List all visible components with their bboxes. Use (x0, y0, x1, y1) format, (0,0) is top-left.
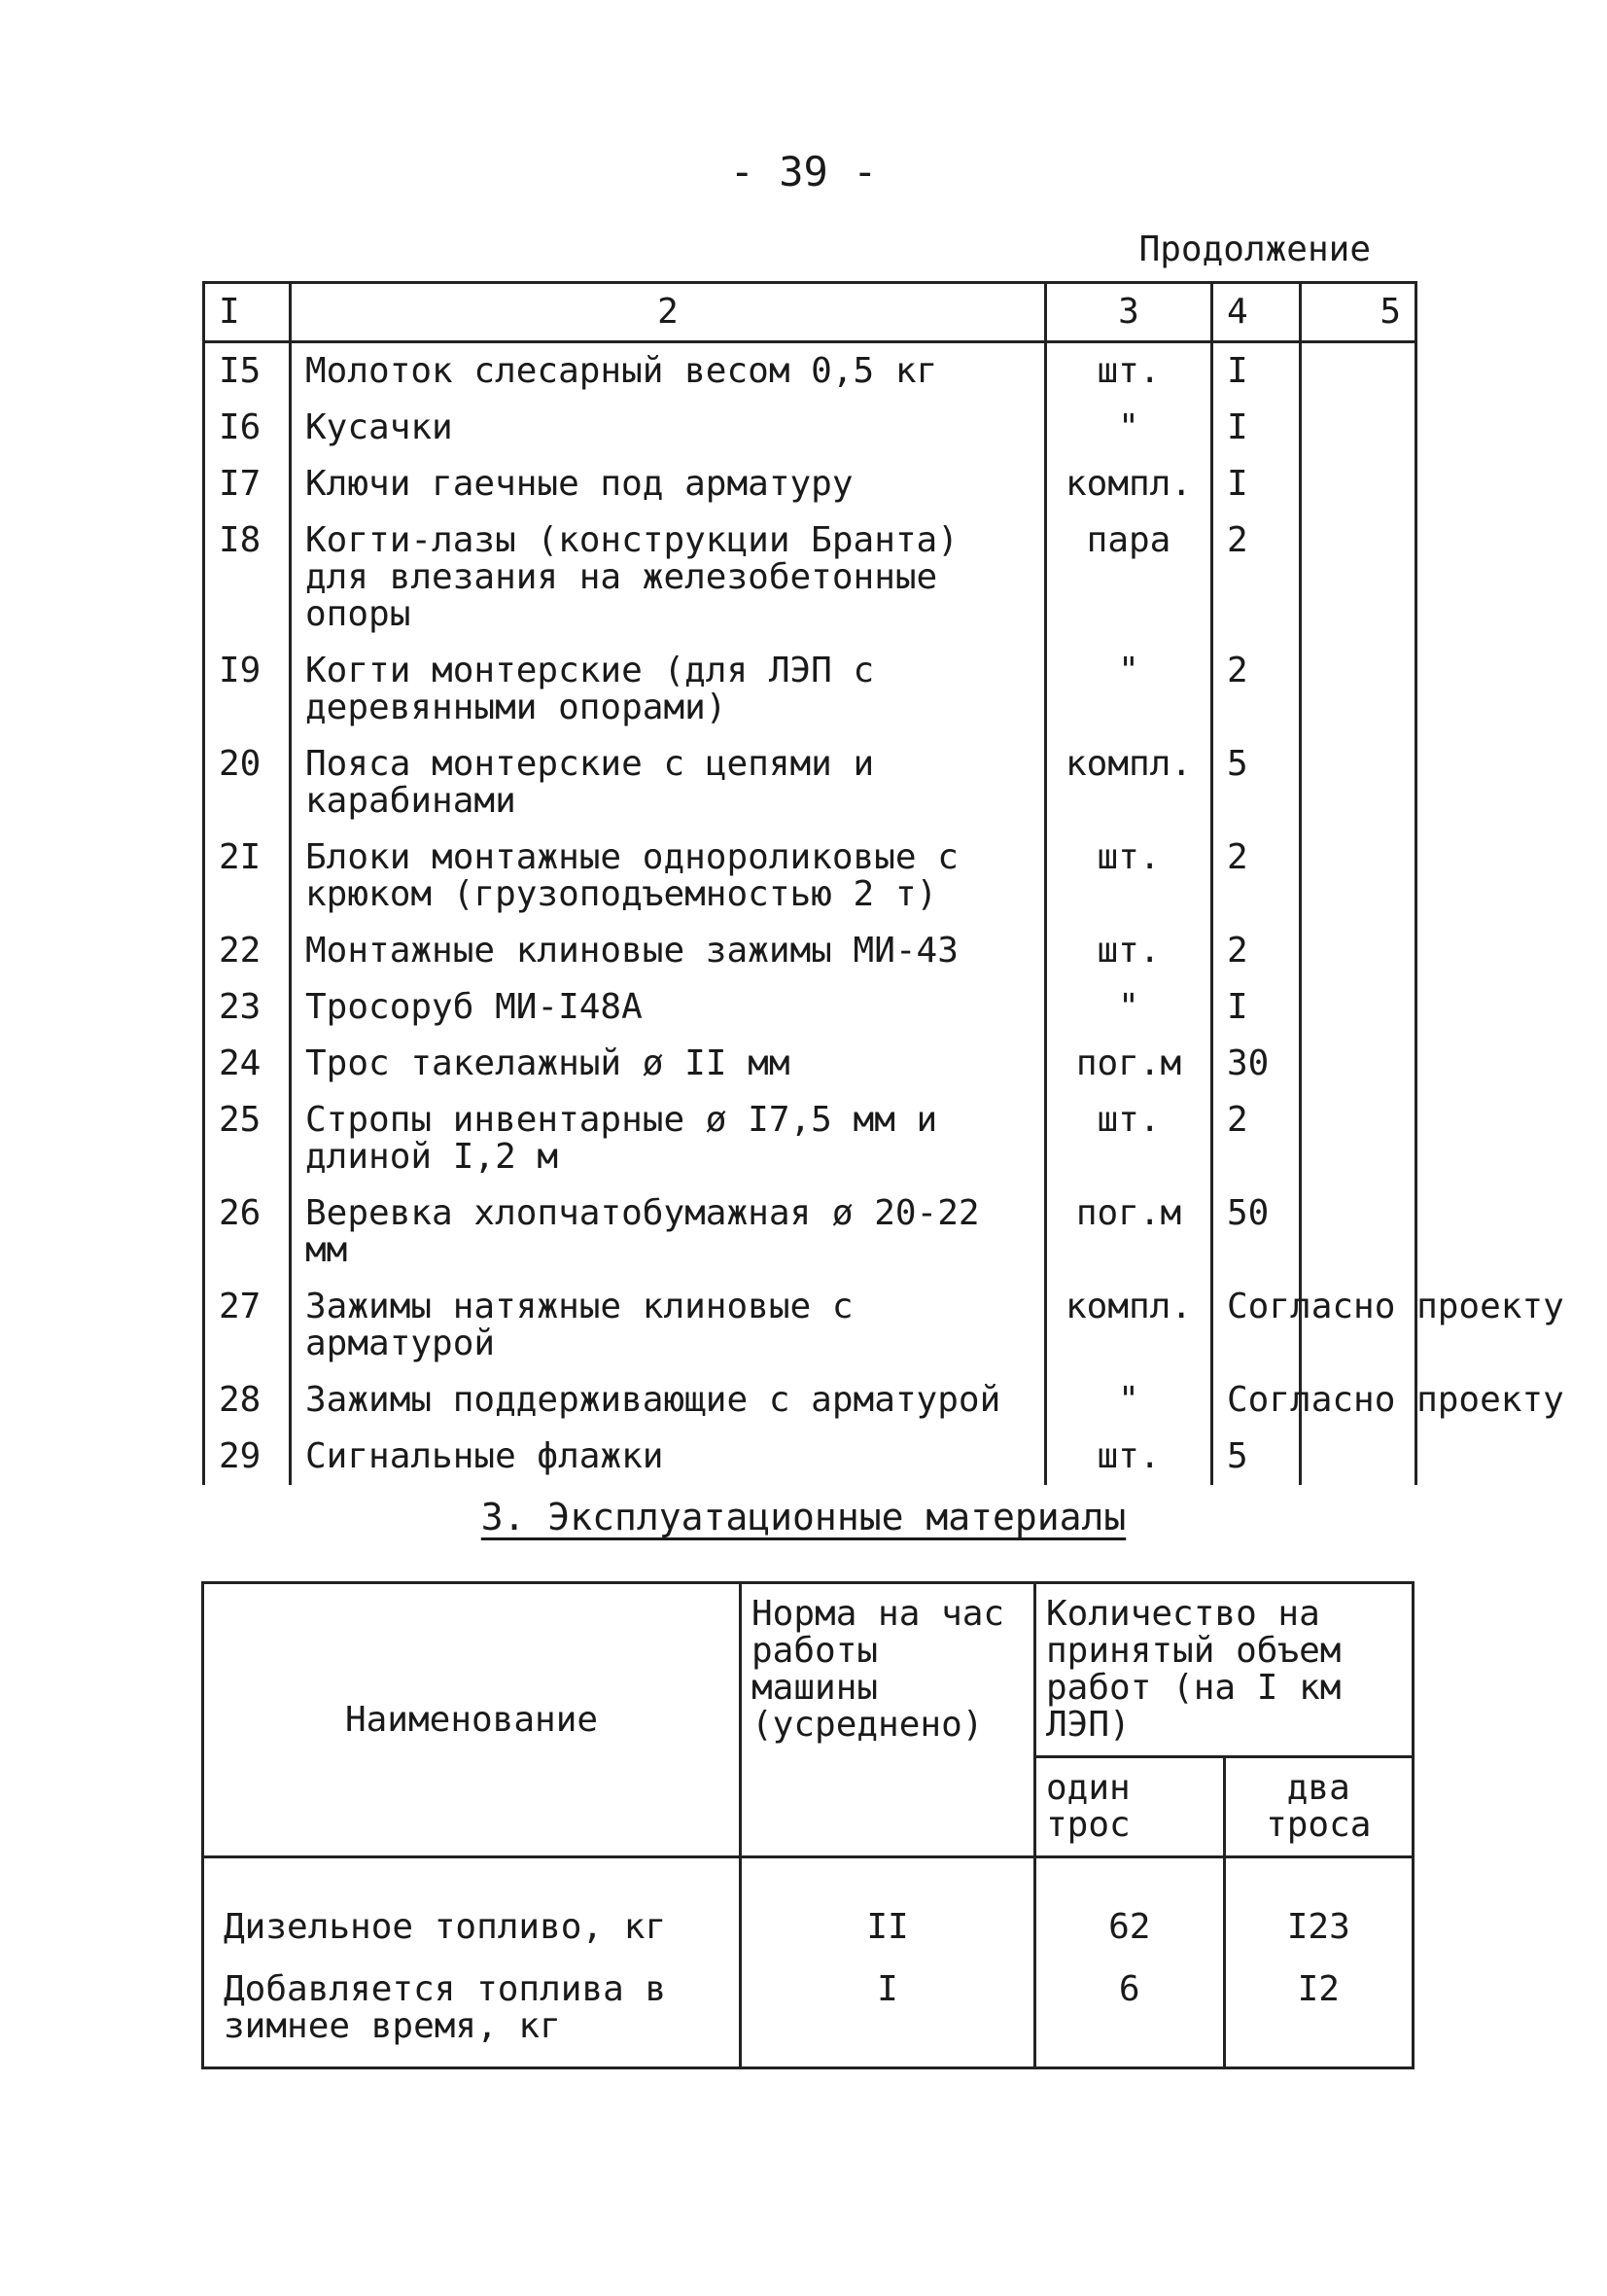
row-number: I7 (204, 456, 291, 512)
item-name: Когти монтерские (для ЛЭП с деревянными опорами) (291, 643, 1046, 736)
table-row (204, 643, 1416, 736)
item-unit: " (1046, 979, 1212, 1036)
table-row (204, 979, 1416, 1036)
item-note (1301, 400, 1416, 456)
item-quantity: Согласно проекту (1212, 1372, 1301, 1429)
item-quantity: Согласно проекту (1212, 1279, 1301, 1372)
row-number: 2I (204, 830, 291, 923)
header-col-3: 3 (1046, 283, 1212, 342)
item-name: Блоки монтажные однороликовые с крюком (грузоподъемностью 2 т) (291, 830, 1046, 923)
item-note (1301, 643, 1416, 736)
item-name: Молоток слесарный весом 0,5 кг (291, 342, 1046, 401)
item-name: Веревка хлопчатобумажная ø 20-22 мм (291, 1185, 1046, 1279)
item-quantity: 2 (1212, 923, 1301, 979)
item-quantity: 30 (1212, 1036, 1301, 1092)
section-title-text: 3. Эксплуатационные материалы (480, 1496, 1127, 1538)
header-col-5: 5 (1301, 283, 1416, 342)
item-name: Когти-лазы (конструкции Бранта) для влезания на железобетонные опоры (291, 512, 1046, 643)
item-note (1301, 923, 1416, 979)
item-unit: шт. (1046, 1429, 1212, 1485)
item-quantity: 50 (1212, 1185, 1301, 1279)
item-unit: компл. (1046, 1279, 1212, 1372)
equipment-table-body (204, 342, 1564, 1486)
table-row (204, 456, 1416, 512)
row-number: 28 (204, 1372, 291, 1429)
item-note (1301, 1185, 1416, 1279)
item-name: Тросоруб МИ-I48А (291, 979, 1046, 1036)
table-row (204, 1185, 1416, 1279)
table-row (204, 1092, 1416, 1185)
row-number: 27 (204, 1279, 291, 1372)
item-note (1301, 979, 1416, 1036)
row-number: 20 (204, 736, 291, 830)
material-name: Добавляется топлива в зимнее время, кг (203, 1967, 741, 2068)
item-quantity: I (1212, 400, 1301, 456)
header-col-4: 4 (1212, 283, 1301, 342)
item-note (1301, 512, 1416, 643)
row-number: 25 (204, 1092, 291, 1185)
item-note (1301, 830, 1416, 923)
item-note (1301, 1036, 1416, 1092)
table-row (204, 342, 1416, 401)
continuation-label: Продолжение (1138, 230, 1371, 269)
section-title (0, 1496, 1607, 1538)
header-col-2: 2 (291, 283, 1046, 342)
material-norm: I (741, 1967, 1035, 2068)
item-unit: шт. (1046, 923, 1212, 979)
item-quantity: 2 (1212, 1092, 1301, 1185)
material-two-cables: I23 (1224, 1857, 1414, 1968)
equipment-table (202, 281, 1564, 1485)
item-quantity: 5 (1212, 1429, 1301, 1485)
item-unit: шт. (1046, 830, 1212, 923)
item-name: Зажимы поддерживающие с арматурой (291, 1372, 1046, 1429)
item-note (1301, 1429, 1416, 1485)
table-row (203, 1967, 1414, 2068)
item-note (1301, 736, 1416, 830)
page-number: - 39 - (729, 148, 878, 195)
material-name: Дизельное топливо, кг (203, 1857, 741, 1968)
table-row (204, 400, 1416, 456)
materials-table-body (203, 1857, 1414, 2068)
equipment-header-row (204, 283, 1416, 342)
table-row (204, 830, 1416, 923)
row-number: I9 (204, 643, 291, 736)
row-number: 26 (204, 1185, 291, 1279)
item-quantity: 2 (1212, 643, 1301, 736)
item-name: Стропы инвентарные ø I7,5 мм и длиной I,2 м (291, 1092, 1046, 1185)
item-unit: компл. (1046, 456, 1212, 512)
item-unit: пара (1046, 512, 1212, 643)
item-unit: шт. (1046, 1092, 1212, 1185)
item-name: Ключи гаечные под арматуру (291, 456, 1046, 512)
item-note (1301, 342, 1416, 401)
materials-header-quantity: Количество на принятый объем работ (на I км ЛЭП) (1035, 1583, 1414, 1757)
table-row (204, 512, 1416, 643)
item-quantity: 5 (1212, 736, 1301, 830)
row-number: I5 (204, 342, 291, 401)
row-number: I6 (204, 400, 291, 456)
item-name: Зажимы натяжные клиновые с арматурой (291, 1279, 1046, 1372)
material-one-cable: 62 (1035, 1857, 1225, 1968)
table-row (204, 1429, 1416, 1485)
item-unit: пог.м (1046, 1185, 1212, 1279)
row-number: 29 (204, 1429, 291, 1485)
item-name: Сигнальные флажки (291, 1429, 1046, 1485)
item-unit: компл. (1046, 736, 1212, 830)
material-one-cable: 6 (1035, 1967, 1225, 2068)
material-two-cables: I2 (1224, 1967, 1414, 2068)
item-note (1301, 456, 1416, 512)
item-name: Кусачки (291, 400, 1046, 456)
item-quantity: I (1212, 456, 1301, 512)
row-number: I8 (204, 512, 291, 643)
item-unit: пог.м (1046, 1036, 1212, 1092)
table-row (204, 923, 1416, 979)
table-row (203, 1857, 1414, 1968)
item-unit: " (1046, 643, 1212, 736)
item-name: Пояса монтерские с цепями и карабинами (291, 736, 1046, 830)
materials-header-two-cables: два троса (1224, 1757, 1414, 1857)
row-number: 22 (204, 923, 291, 979)
item-quantity: 2 (1212, 830, 1301, 923)
item-quantity: I (1212, 342, 1301, 401)
table-row (204, 1279, 1416, 1372)
materials-header-one-cable: один трос (1035, 1757, 1225, 1857)
materials-header-row (203, 1583, 1414, 1757)
item-unit: " (1046, 400, 1212, 456)
materials-header-name: Наименование (203, 1583, 741, 1857)
item-quantity: I (1212, 979, 1301, 1036)
materials-header-norm: Норма на час работы машины (усреднено) (741, 1583, 1035, 1857)
item-note (1301, 1092, 1416, 1185)
row-number: 24 (204, 1036, 291, 1092)
item-name: Трос такелажный ø II мм (291, 1036, 1046, 1092)
item-quantity: 2 (1212, 512, 1301, 643)
materials-table (201, 1581, 1415, 2069)
item-unit: " (1046, 1372, 1212, 1429)
item-unit: шт. (1046, 342, 1212, 401)
row-number: 23 (204, 979, 291, 1036)
table-row (204, 1036, 1416, 1092)
header-col-1: I (204, 283, 291, 342)
table-row (204, 736, 1416, 830)
table-row (204, 1372, 1416, 1429)
item-name: Монтажные клиновые зажимы МИ-43 (291, 923, 1046, 979)
material-norm: II (741, 1857, 1035, 1968)
